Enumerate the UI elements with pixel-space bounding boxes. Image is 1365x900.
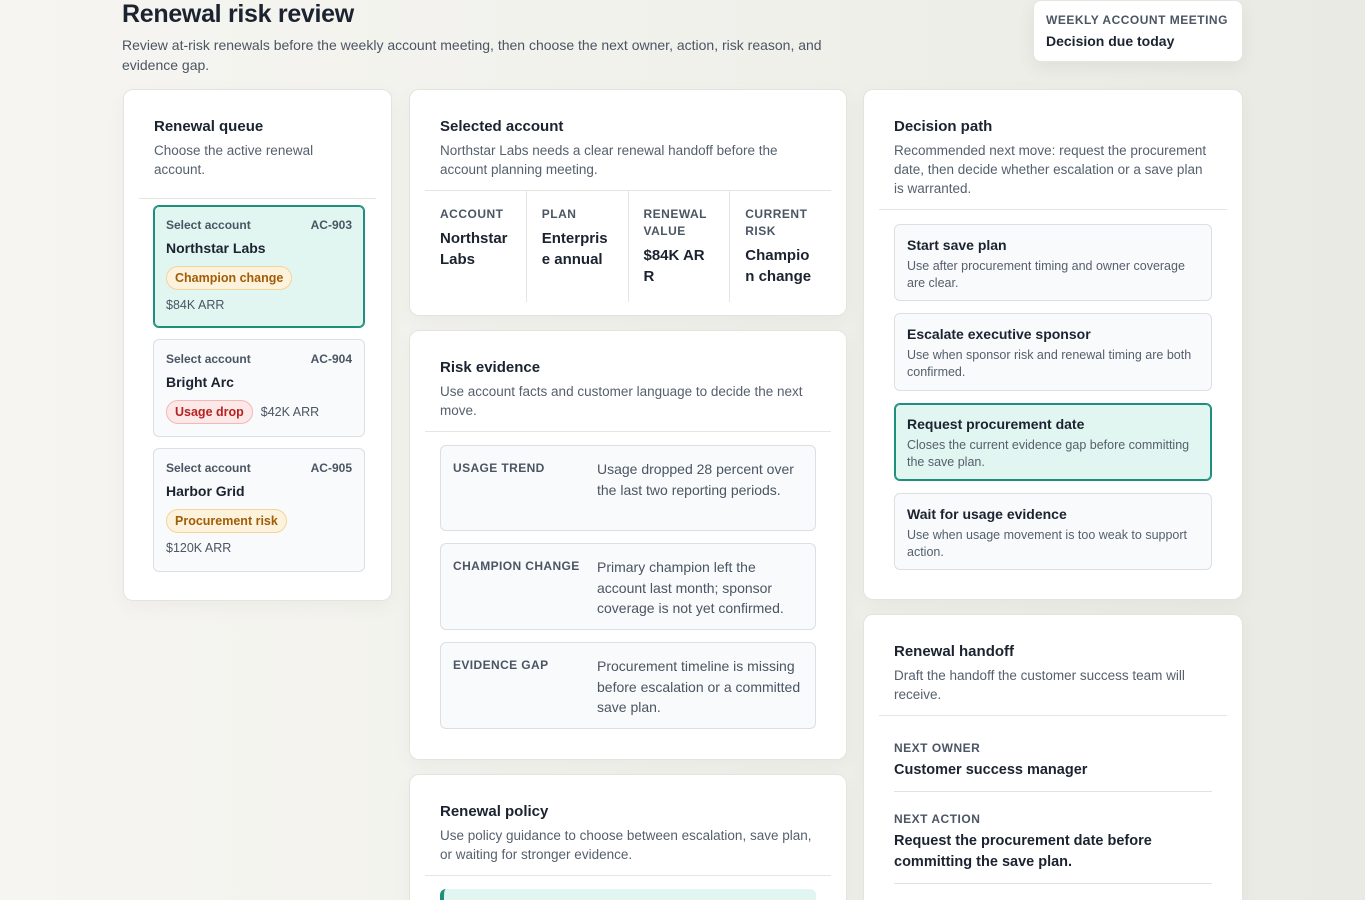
decision-title: Decision path (894, 118, 993, 135)
queue-item-ac-904[interactable] (153, 339, 365, 437)
select-account-label: Select account (166, 218, 251, 232)
option-description: Use after procurement timing and owner coverage are clear. (907, 259, 1185, 290)
option-description: Use when sponsor risk and renewal timing are both confirmed. (907, 348, 1192, 379)
renewal-policy-panel (409, 774, 847, 900)
option-title: Escalate executive sponsor (907, 326, 1091, 342)
option-title: Request procurement date (907, 416, 1085, 432)
next-owner-field (894, 741, 1212, 792)
option-description: Closes the current evidence gap before committing the save plan. (907, 438, 1190, 469)
queue-item-ac-903[interactable] (153, 205, 365, 328)
evidence-text: Procurement timeline is missing before escalation or a committed save plan. (597, 658, 801, 715)
evidence-label: EVIDENCE GAP (453, 658, 549, 672)
account-id: AC-903 (310, 218, 352, 232)
queue-description: Choose the active renewal account. (154, 143, 314, 177)
meeting-card (1033, 0, 1243, 62)
handoff-description: Draft the handoff the customer success team will receive. (894, 668, 1185, 702)
renewal-handoff-panel (863, 614, 1243, 900)
option-start-save-plan[interactable] (894, 224, 1212, 301)
account-name: Northstar Labs (166, 240, 266, 256)
next-owner-value: Customer success manager (894, 762, 1088, 778)
selected-title: Selected account (440, 118, 564, 135)
selected-description: Northstar Labs needs a clear renewal handoff before the account planning meeting. (440, 143, 778, 177)
risk-title: Risk evidence (440, 359, 541, 376)
meeting-status: Decision due today (1046, 33, 1175, 49)
page-subtitle: Review at-risk renewals before the weekly account meeting, then choose the next owner, action, risk reason, and evidence gap. (122, 37, 822, 73)
risk-evidence-panel (409, 330, 847, 760)
next-action-value: Request the procurement date before committing the save plan. (894, 833, 1152, 870)
divider (425, 431, 831, 432)
page-title: Renewal risk review (122, 0, 354, 28)
plan-field (527, 191, 629, 302)
field-label: PLAN (541, 207, 577, 221)
decision-path-panel (863, 89, 1243, 600)
renewal-queue-panel (123, 89, 392, 601)
next-action-field (894, 812, 1212, 884)
account-id: AC-904 (310, 352, 352, 366)
divider (894, 883, 1212, 884)
risk-badge: Procurement risk (166, 509, 287, 533)
field-value: Northstar Labs (440, 230, 508, 268)
account-id: AC-905 (310, 461, 352, 475)
evidence-label: CHAMPION CHANGE (453, 559, 580, 573)
option-title: Start save plan (907, 237, 1007, 253)
evidence-usage-trend (440, 445, 816, 531)
field-label: RENEWAL VALUE (643, 207, 707, 238)
meeting-label: WEEKLY ACCOUNT MEETING (1046, 13, 1228, 27)
divider (879, 715, 1227, 716)
account-name: Harbor Grid (166, 483, 245, 499)
account-summary-grid (425, 191, 831, 302)
queue-item-ac-905[interactable] (153, 448, 365, 572)
divider (425, 875, 831, 876)
evidence-champion-change (440, 543, 816, 630)
decision-description: Recommended next move: request the procurement date, then decide whether escalation or a save plan is warranted. (894, 143, 1207, 196)
field-label: CURRENT RISK (745, 207, 808, 238)
field-value: Champion change (745, 247, 812, 285)
divider (894, 791, 1212, 792)
field-value: Enterprise annual (541, 230, 608, 268)
selected-account-panel (409, 89, 847, 316)
evidence-text: Usage dropped 28 percent over the last two reporting periods. (597, 461, 794, 498)
divider (879, 209, 1227, 210)
account-arr: $84K ARR (166, 298, 225, 312)
policy-option[interactable] (440, 889, 816, 900)
account-arr: $42K ARR (260, 405, 320, 419)
field-label: ACCOUNT (440, 207, 504, 221)
current-risk-field (730, 191, 831, 302)
handoff-title: Renewal handoff (894, 643, 1015, 660)
evidence-text: Primary champion left the account last month; sponsor coverage is not yet confirmed. (597, 559, 784, 616)
policy-title: Renewal policy (440, 803, 549, 820)
option-escalate-executive-sponsor[interactable] (894, 313, 1212, 391)
next-action-label: NEXT ACTION (894, 812, 981, 826)
risk-badge: Usage drop (166, 400, 253, 424)
evidence-gap (440, 642, 816, 729)
select-account-label: Select account (166, 461, 251, 475)
account-arr: $120K ARR (166, 541, 232, 555)
queue-title: Renewal queue (154, 118, 264, 135)
select-account-label: Select account (166, 352, 251, 366)
option-request-procurement-date[interactable] (894, 403, 1212, 481)
renewal-value-field (629, 191, 731, 302)
risk-description: Use account facts and customer language to decide the next move. (440, 384, 803, 418)
policy-description: Use policy guidance to choose between escalation, save plan, or waiting for stronger evidence. (440, 828, 812, 862)
divider (139, 198, 376, 199)
risk-badge: Champion change (166, 266, 292, 290)
option-description: Use when usage movement is too weak to support action. (907, 528, 1188, 559)
account-name: Bright Arc (166, 374, 234, 390)
option-title: Wait for usage evidence (907, 506, 1067, 522)
page (122, 0, 1243, 900)
next-owner-label: NEXT OWNER (894, 741, 981, 755)
field-value: $84K ARR (643, 247, 705, 285)
option-wait-for-usage-evidence[interactable] (894, 493, 1212, 570)
evidence-label: USAGE TREND (453, 461, 545, 475)
account-field (425, 191, 527, 302)
